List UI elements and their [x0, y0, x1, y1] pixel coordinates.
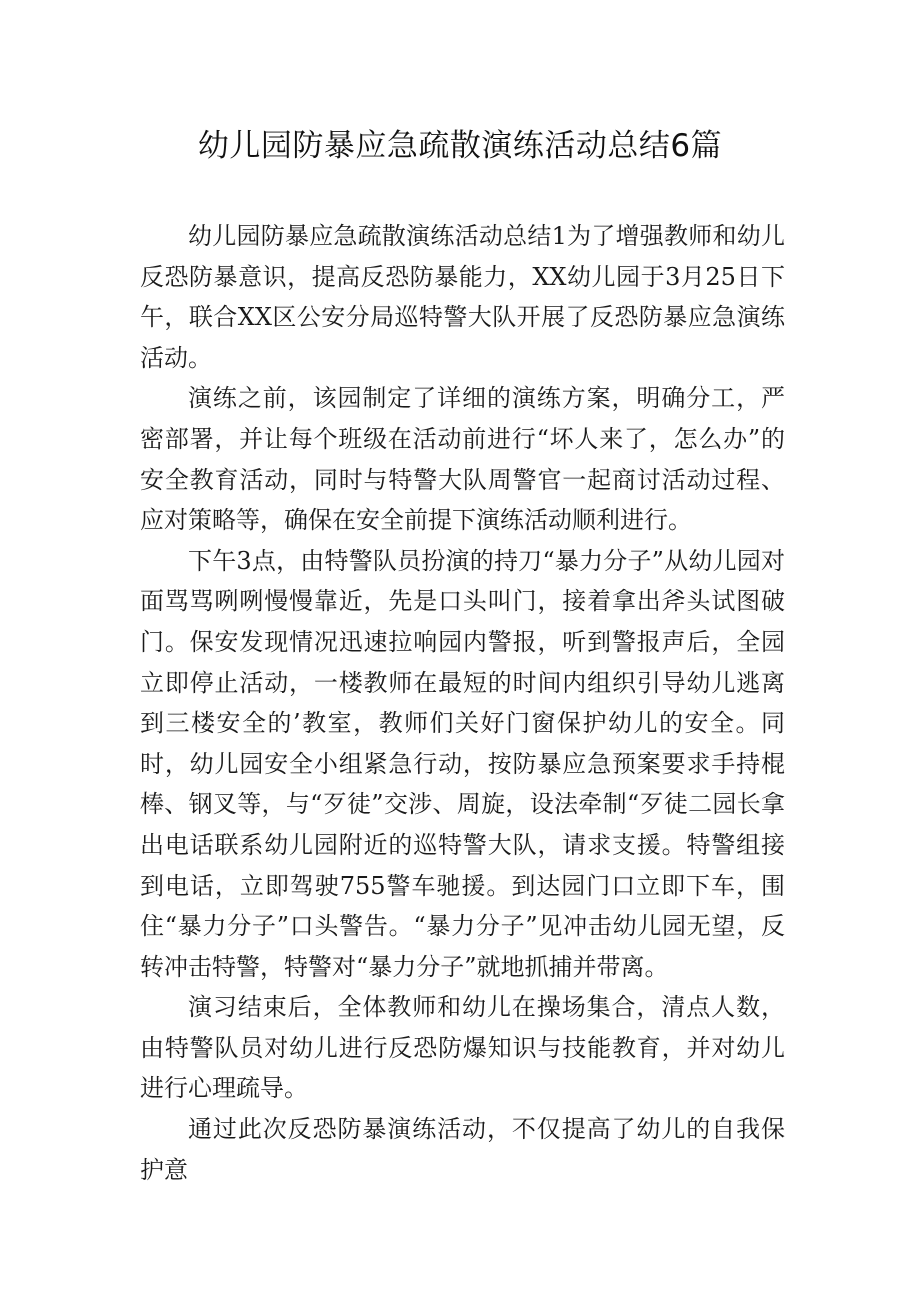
paragraph-3: 下午3点，由特警队员扮演的持刀“暴力分子”从幼儿园对面骂骂咧咧慢慢靠近，先是口头叫门，接着拿出斧头试图破门。保安发现情况迅速拉响园内警报，听到警报声后，全园立即停止活动，一楼教师在最短的时间内组织引导幼儿逃离到三楼安全的’教室，教师们关好门窗保护幼儿的安全。同时，幼儿园安全小组紧急行动，按防暴应急预案要求手持棍棒、钢叉等，与“歹徒”交涉、周旋，设法牵制“歹徒二园长拿出电话联系幼儿园附近的巡特警大队，请求支援。特警组接到电话，立即驾驶755警车驰援。到达园门口立即下车，围住“暴力分子”口头警告。“暴力分子”见冲击幼儿园无望，反转冲击特警，特警对“暴力分子”就地抓捕并带离。	[140, 546, 785, 981]
paragraph-1: 幼儿园防暴应急疏散演练活动总结1为了增强教师和幼儿反恐防暴意识，提高反恐防暴能力，XX幼儿园于3月25日下午，联合XX区公安分局巡特警大队开展了反恐防暴应急演练活动。	[140, 222, 785, 372]
paragraph-4: 演习结束后，全体教师和幼儿在操场集合，清点人数，由特警队员对幼儿进行反恐防爆知识与技能教育，并对幼儿进行心理疏导。	[140, 993, 785, 1103]
paragraph-2: 演练之前，该园制定了详细的演练方案，明确分工，严密部署，并让每个班级在活动前进行“坏人来了，怎么办”的安全教育活动，同时与特警大队周警官一起商讨活动过程、应对策略等，确保在安全前提下演练活动顺利进行。	[140, 384, 785, 535]
document-body	[140, 216, 785, 1190]
document-title: 幼儿园防暴应急疏散演练活动总结6篇	[197, 128, 723, 164]
paragraph-5: 通过此次反恐防暴演练活动，不仅提高了幼儿的自我保护意	[140, 1115, 785, 1184]
